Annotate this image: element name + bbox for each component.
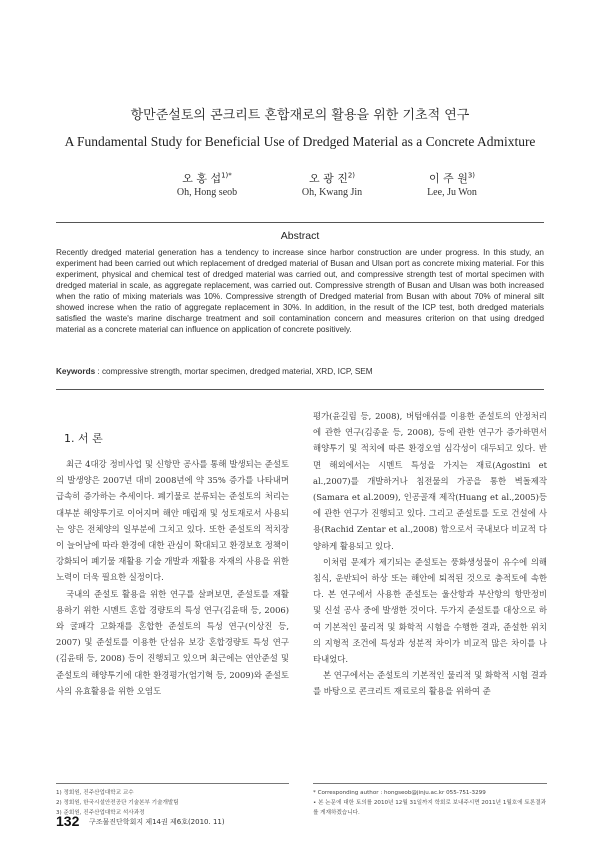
footnote: 2) 정회원, 한국시설안전공단 기술본부 기술개발팀 — [56, 800, 179, 806]
footnote-rule-right — [313, 783, 547, 784]
author-3-korean: 이 주 원$^{3)}$ — [428, 171, 476, 185]
keywords-text: : compressive strength, mortar specimen, dredged material, XRD, ICP, SEM — [95, 367, 373, 376]
footnote: * Corresponding author : hongseob@jinju.ac.kr 055-751-3299 — [313, 790, 486, 796]
title-korean: 항만준설토의 콘크리트 혼합재로의 활용을 위한 기초적 연구 — [130, 108, 470, 123]
footnotes-right — [313, 788, 547, 818]
abstract-heading: Abstract — [280, 230, 320, 242]
footnote: 3) 준회원, 진주산업대학교 석사과정 — [56, 810, 145, 816]
paragraph: 평가(윤길림 등, 2008), 버텀애쉬를 이용한 준설토의 안정처리에 관한 연구(김종윤 등, 2008), 등에 관한 연구가 증가하면서 해양투기 및 적치에 따른 환경오염 심각성이 대두되고 있다. 반면 해외에서는 시멘트 특성을 가지는 재료(Agostini et al.,2007)를 개발하거나 침전물의 가공을 통한 벽돌제작(Samara et al.2009), 인공골재 제작(Huang et al.,2005)등에 관한 연구가 진행되고 있다. 그리고 준설토를 도로 건설에 사용(Rachid Zentar et al.,2008) 함으로서 국내보다 비교적 다양하게 활용되고 있다. — [313, 411, 547, 551]
paragraph: 본 연구에서는 준설토의 기본적인 물리적 및 화학적 시험 결과를 바탕으로 콘크리트 재료로의 활용을 위하여 준 — [313, 670, 547, 697]
author-names-korean — [0, 170, 600, 186]
author-1-english: Oh, Hong seob — [176, 187, 238, 198]
author-2-korean: 오 광 진$^{2)}$ — [308, 171, 356, 185]
journal-info: 구조물진단학회지 제14권 제6호(2010. 11) — [89, 818, 225, 826]
footnote: • 본 논문에 대한 토의를 2010년 12월 31일까지 학회로 보내주시면 2011년 1월호에 토론결과를 게재하겠습니다. — [313, 800, 547, 816]
abstract-bottom-rule — [56, 389, 544, 390]
paragraph: 국내의 준설토 활용을 위한 연구를 살펴보면, 준설토를 재활용하기 위한 시멘트 혼합 경량토의 특성 연구(김윤태 등, 2006)와 굴패각 고화재를 혼합한 준설토의 특성 연구(이상진 등, 2007) 및 준설토를 이용한 단섬유 보강 혼합경량토 특성 연구(김윤태 등, 2008) 등이 진행되고 있으며 최근에는 연안준설 및 준설토의 해양투기에 대한 환경평가(엄기혁 등, 2009)와 준설토사의 유효활용을 위한 오염도 — [56, 588, 289, 696]
abstract-top-rule — [56, 222, 544, 223]
author-names-english — [0, 187, 600, 201]
paragraph: 최근 4대강 정비사업 및 신항만 공사를 통해 발생되는 준설토의 발생양은 2007년 대비 2008년에 약 35% 증가를 나타내며 급속히 증가하는 추세이다. 폐기물로 분류되는 준설토의 처리는 대부분 해양투기로 이어지며 해안 매립재 및 성토재로서 사용되는 양은 전체양의 일부분에 그치고 있다. 또한 준설토의 적치장이 늘어남에 따라 환경에 대한 관심이 확대되고 환경보호 정책이 강화되어 폐기물 재활용 기술 개발과 재활용 자재의 사용을 위한 노력이 더욱 필요한 실정이다. — [56, 459, 289, 583]
footnote-rule-left — [56, 783, 289, 784]
footnotes-left — [56, 788, 291, 818]
author-1-korean: 오 홍 섭$^{1)*}$ — [182, 171, 232, 185]
paragraph: 이처럼 문제가 제기되는 준설토는 풍화생성물이 유수에 의해 침식, 운반되어 하상 또는 해안에 퇴적된 것으로 충적토에 속한다. 본 연구에서 사용한 준설토는 울산항과 부산항의 항만정비 및 신설 공사 중에 발생한 것이다. 두가지 준설토를 대상으로 하여 기본적인 물리적 및 화학적 시험을 수행한 결과, 준설한 위치의 지형적 조건에 특성과 성분적 차이가 비교적 많은 차이를 나타내었다. — [313, 556, 547, 665]
author-3-english: Lee, Ju Won — [427, 187, 477, 198]
keywords-line — [56, 367, 544, 376]
abstract-body: Recently dredged material generation has a tendency to increase since harbor construction are under progress. In this study, an experiment had been carried out which replacement of dredged material of Busan and Ulsan port as concrete mixing material. For this experiment, physical and chemical test of dredged material was carried out, and compressive strength test of mortal specimen with dredged material in scale, as aggregate replacement, was carried out. Compressive strength of Busan and Ulsan was both increased when the ratio of mixing materials was 10%. Compressive strength of Dredged material from Busan with about 70% of mineral silt showed increse when the ratio of aggregate replacement in 30%. In addition, in the result of the ICP test, both dredged materials satisfied the waste's marine discharge treatment and soil contamination concern and measures criterion on that using dredged material as a concrete material can influence on application of concrete positively. — [56, 248, 544, 334]
keywords-label: Keywords — [56, 367, 96, 376]
footnote: 1) 정회원, 진주산업대학교 교수 — [56, 790, 134, 796]
left-column — [56, 456, 289, 699]
author-2-english: Oh, Kwang Jin — [301, 187, 363, 198]
title-english: A Fundamental Study for Beneficial Use of Dredged Material as a Concrete Admixture — [64, 134, 536, 149]
page-number: 132 — [56, 813, 80, 829]
right-column — [313, 408, 547, 700]
section-heading-introduction: 1. 서 론 — [64, 432, 103, 445]
